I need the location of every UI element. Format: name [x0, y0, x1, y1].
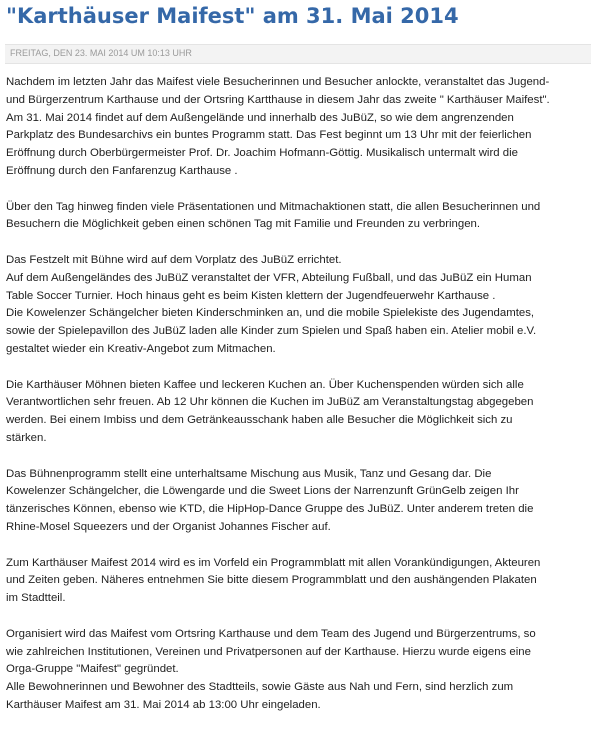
paragraph-line: Orga-Gruppe "Maifest" gegründet.: [6, 663, 179, 676]
paragraph-line: Die Kowelenzer Schängelcher bieten Kinderschminken an, und die mobile Spielekiste des Jugendamtes,: [6, 307, 535, 320]
article-paragraph: [6, 377, 590, 448]
article-paragraph: [6, 555, 590, 608]
paragraph-line: Eröffnung durch den Fanfarenzug Karthause .: [6, 164, 238, 177]
paragraph-line: gestaltet wieder ein Kreativ-Angebot zum Mitmachen.: [6, 342, 276, 355]
paragraph-line: und Zeiten geben. Näheres entnehmen Sie bitte diesem Programmblatt und den aushängenden Plakaten: [6, 574, 537, 587]
article-title[interactable]: "Karthäuser Maifest" am 31. Mai 2014: [6, 4, 459, 28]
paragraph-line: wie zahlreichen Institutionen, Vereinen und Privatpersonen auf der Karthause. Hierzu wurde eigens eine: [6, 645, 531, 658]
article-paragraph: [6, 252, 590, 359]
paragraph-line: Verantwortlichen sehr freuen. Ab 12 Uhr können die Kuchen im JuBüZ am Veranstaltungstag abgegeben: [6, 396, 534, 409]
paragraph-line: stärken.: [6, 431, 47, 444]
paragraph-line: Parkplatz des Bundesarchivs ein buntes Programm statt. Das Fest beginnt um 13 Uhr mit der feierlichen: [6, 129, 532, 142]
paragraph-line: Alle Bewohnerinnen und Bewohner des Stadtteils, sowie Gäste aus Nah und Fern, sind herzlich zum: [6, 681, 514, 694]
paragraph-line: tänzerisches Können, ebenso wie KTD, die HipHop-Dance Gruppe des JuBüZ. Unter anderem treten die: [6, 503, 534, 516]
paragraph-line: Das Bühnenprogramm stellt eine unterhaltsame Mischung aus Musik, Tanz und Gesang dar. Die: [6, 467, 492, 480]
paragraph-line: Die Karthäuser Möhnen bieten Kaffee und leckeren Kuchen an. Über Kuchenspenden würden sich alle: [6, 378, 524, 391]
article-date: FREITAG, DEN 23. MAI 2014 UM 10:13 UHR: [10, 48, 192, 58]
paragraph-line: sowie der Spielepavillon des JuBüZ laden alle Kinder zum Spielen und Spaß haben ein. Atelier mobil e.V.: [6, 325, 537, 338]
article-paragraph: [6, 466, 590, 537]
paragraph-line: Besuchern die Möglichkeit geben einen schönen Tag mit Familie und Freunden zu verbringen.: [6, 218, 481, 231]
paragraph-line: im Stadtteil.: [6, 592, 66, 605]
paragraph-line: Karthäuser Maifest am 31. Mai 2014 ab 13:00 Uhr eingeladen.: [6, 698, 321, 711]
paragraph-line: Das Festzelt mit Bühne wird auf dem Vorplatz des JuBüZ errichtet.: [6, 253, 342, 266]
article-paragraph: [6, 199, 590, 235]
paragraph-line: Kowelenzer Schängelcher, die Löwengarde und die Sweet Lions der Narrenzunft GrünGelb zeigen Ihr: [6, 485, 519, 498]
paragraph-line: Auf dem Außengeländes des JuBüZ veranstaltet der VFR, Abteilung Fußball, und das JuBüZ ein Human: [6, 271, 532, 284]
paragraph-line: Eröffnung durch Oberbürgermeister Prof. Dr. Joachim Hofmann-Göttig. Musikalisch untermalt wird die: [6, 147, 518, 160]
paragraph-line: werden. Bei einem Imbiss und dem Getränkeausschank haben alle Besucher die Möglichkeit sich zu: [6, 414, 513, 427]
paragraph-line: Zum Karthäuser Maifest 2014 wird es im Vorfeld ein Programmblatt mit allen Vorankündigungen, Akteuren: [6, 556, 541, 569]
paragraph-line: und Bürgerzentrum Karthause und der Ortsring Kartthause in diesem Jahr das zweite " Karthäuser Maifest".: [6, 93, 550, 106]
paragraph-line: Nachdem im letzten Jahr das Maifest viele Besucherinnen und Besucher anlockte, veranstaltet das Jugend-: [6, 76, 550, 88]
article-paragraph: [6, 74, 590, 181]
article-paragraph: [6, 626, 590, 715]
paragraph-line: Über den Tag hinweg finden viele Präsentationen und Mitmachaktionen statt, die allen Besucherinnen und: [6, 200, 541, 213]
paragraph-line: Organisiert wird das Maifest vom Ortsring Karthause und dem Team des Jugend und Bürgerzentrums, so: [6, 627, 536, 640]
paragraph-line: Rhine-Mosel Squeezers und der Organist Johannes Fischer auf.: [6, 520, 331, 533]
article-meta-bar: [5, 44, 591, 64]
article-body: [6, 74, 590, 732]
paragraph-line: Table Soccer Turnier. Hoch hinaus geht es beim Kisten klettern der Jugendfeuerwehr Karthause .: [6, 289, 496, 302]
paragraph-line: Am 31. Mai 2014 findet auf dem Außengelände und innerhalb des JuBüZ, so wie dem angrenzenden: [6, 111, 514, 124]
